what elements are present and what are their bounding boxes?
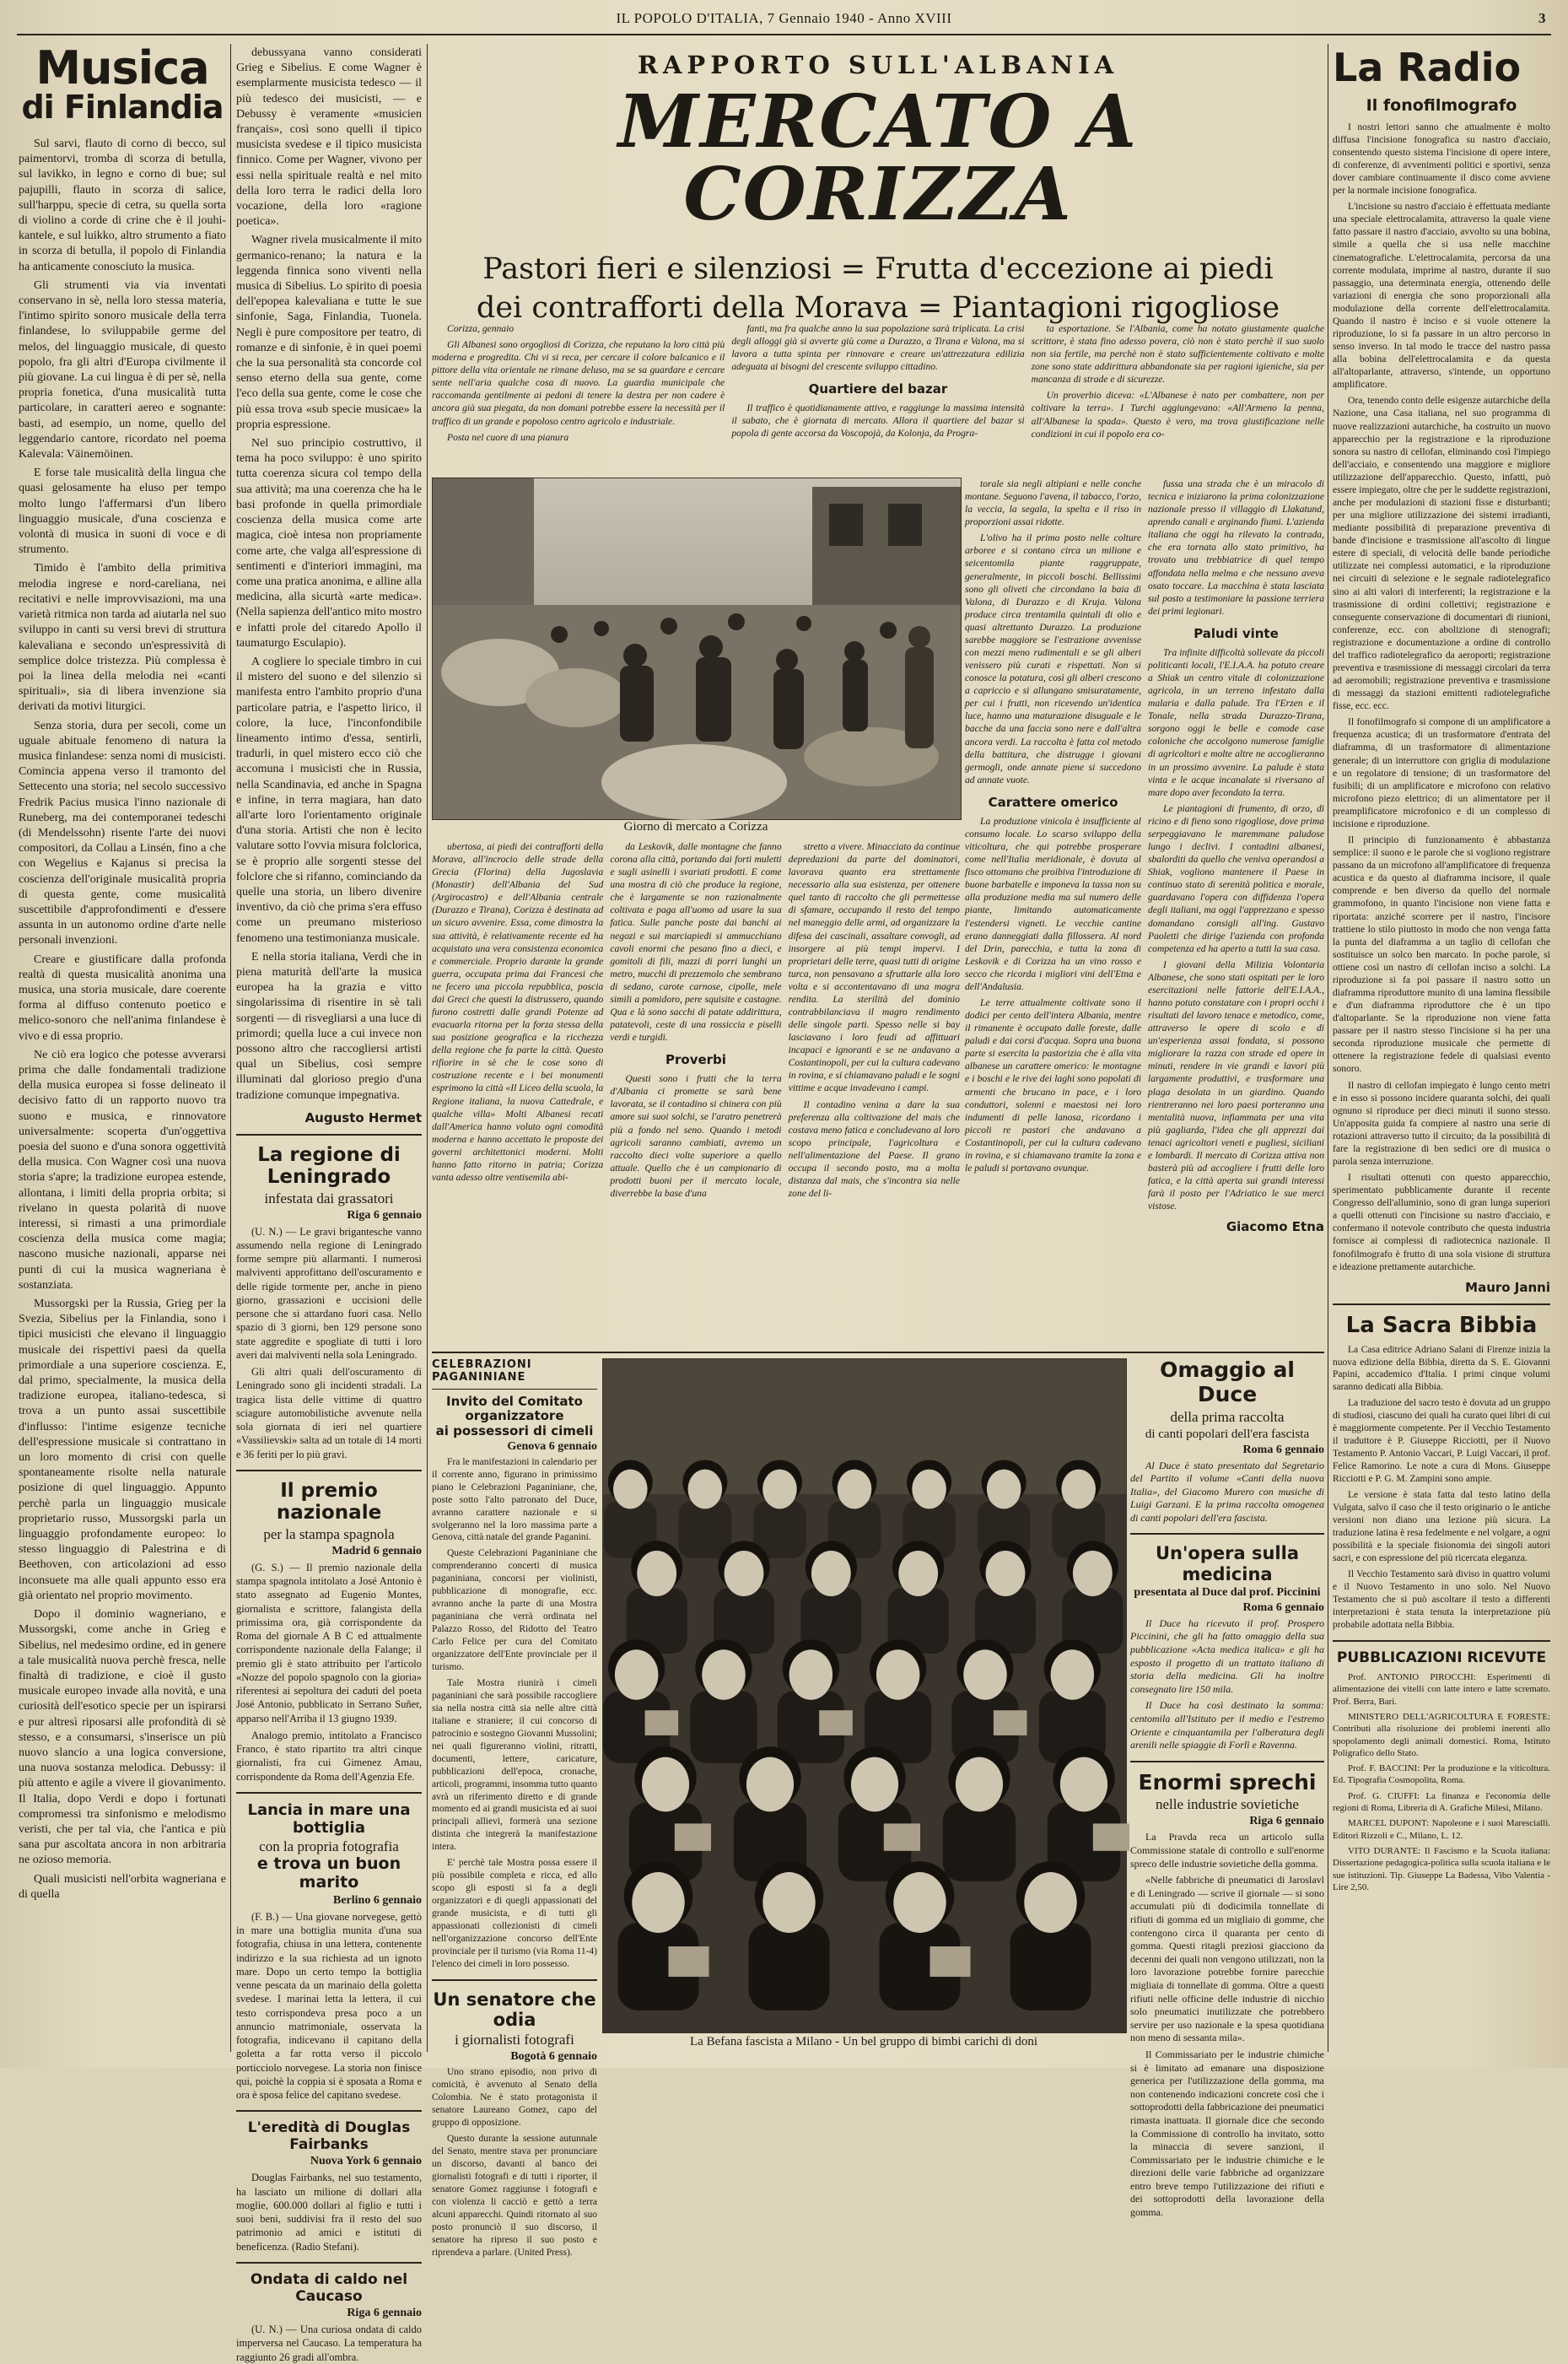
paragraph: Il Duce ha così destinato la somma: centomila all'Istituto per il medio e l'estremo Oriente e cinquantamila per l'alberatura degli arenili nelle spiaggie di Forlì e Ravenna. [1130, 1699, 1324, 1751]
medicina-title: Un'opera sulla medicina [1156, 1543, 1299, 1584]
publication-item: MARCEL DUPONT: Napoleone e i suoi Marescialli. Editori Rizzoli e C., Milano, L. 12. [1333, 1818, 1550, 1841]
paragraph: Questo durante la sessione autunnale del Senato, mentre stava per pronunciare un discorso, davanti al banco dei giornalisti fotografi e di tutti i riporter, il senatore Gomez raggiunse i fotografi e con violenza li cacciò e gettò a terra alcuni apparecchi. Quindi ritornato al suo posto pronunciò il suo discorso, il senatore ha ripreso il suo posto e riprendeva a parlare. (United Press). [432, 2133, 597, 2258]
paragraph: Dopo il dominio wagneriano, e Mussorgski, come anche in Grieg e Sibelius, nel medesimo ordine, ed in genere a tale musicalità nuova perchè fresca, nelle finaltà di tradizione, e cioè il gusto musicale europeo invade alla novità, e una curiosità dell'esotico specie per un ispirarsi e pur altresì riposarsi alle profondità di sè stesso, e a consumarsi, s'inserisce un più nuovo slancio a una logica conversione, una nuova sostanza melodica. Debussy: il più attento e agile a vivere il giovanimento. Il Italia, dopo Verdi e dopo i fortunati compromessi tra sinfonismo e melodismo veristi, che per tal via, che l'antica e più sana pur ascoltata ancora in non arbitraria ne ozioso memoria. [19, 1608, 226, 1867]
albania-dateline: Corizza, gennaio [447, 323, 515, 334]
paragraph: Un proverbio diceva: «L'Albanese è nato per combattere, non per coltivare la terra». I Turchi aggiungevano: «All'Armeno la penna, all'Albanese la spada». Questo è vero, ma trova giustificazione nelle condizioni in cui il popolo era co- [1031, 390, 1324, 440]
child-face [746, 1757, 794, 1812]
paragraph: Douglas Fairbanks, nel suo testamento, ha lasciato un milione di dollari alla moglie, 600.000 dollari al figlio e tutti i suoi beni, suddivisi fra il resto del suo patrimonio ad amici e istituti di beneficenza. (Radio Stefani). [236, 2172, 422, 2253]
albania-text-column [432, 322, 725, 476]
paragraph: La traduzione del sacro testo è dovuta ad un gruppo di studiosi, ciascuno dei quali ha curato quei libri di cui è maggiormente competente. Per il Vecchio Testamento il traduttore è P. Giuseppe Ricciotti, per il Nuovo Testamento P. Antonio Vaccari, P. Luigi Vaccari, il prof. Felice Ramorino. Le note a cura di Mons. Giuseppe Ricciotti e P. G. M. Zampini sono ampie. [1333, 1398, 1550, 1485]
child-face [1060, 1757, 1107, 1812]
gift-package [669, 1946, 709, 1977]
paragraph: Uno strano episodio, non privo di comicità, è avvenuto al Senato della Colombia. Ne è stato protagonista il senatore Laureano Gomez, capo del gruppo di opposizione. [432, 2067, 597, 2128]
musica-column-1 [19, 41, 226, 2054]
albania-text-column [1032, 322, 1324, 476]
paragraph: Creare e giustificare dalla profonda realtà di questa musicalità anonima una musica, una storia musicale, dare coerente forma al diffuso contenuto poetico e melico-sonoro che nell'anima finlandese è vivo e di essa proprio. [19, 953, 226, 1043]
paganiniane-text [432, 1456, 597, 1971]
senatore-title: Un senatore che odia [433, 1989, 596, 2031]
leningrado-subtitle: infestata dai grassatori [264, 1190, 394, 1206]
paragraph: debussyana vanno considerati Grieg e Sibelius. E come Wagner è esemplarmente musicista tedesco — il più tedesco dei musicisti, — e Debussy è veramente «musicien français», così sono quelli il tipico musicista svedese e il tipico musicista finnico. Come per Wagner, vivono per essi nella spirituale realtà e nel mito della loro terra le radici della loro vocazione, della loro «ragione poetica». [236, 46, 422, 229]
albania-text-column [610, 840, 781, 1347]
child-face [702, 1649, 745, 1699]
paragraph: Ne ciò era logico che potesse avverarsi prima che dalle fondamentali tradizione della musica europea si fosse delineato il decisivo fatto di un rapporto nuovo tra suono e musica, e rinnovatore universalmente: scoperta d'un'oggettiva poesia del suono e d'una sonora oggettività della musica. Con Wagner così una nuova storia s'apre; la tradizione europea estende, allontana, i limiti della propria orbita; si rivelano in questa polarità di nuove interessi, si rimasti a una primordiale coscienza della musica come magia; nascono musiche nazionali, apparse nei punti di cui la musica wagneriana è sostanziata. [19, 1048, 226, 1292]
publication-item: Prof. G. CIUFFI: La finanza e l'economia delle regioni di Roma, Libreria di A. Grafiche Milesi, Milano. [1333, 1790, 1550, 1814]
albania-kicker: RAPPORTO SULL'ALBANIA [637, 51, 1119, 79]
divider [236, 1134, 422, 1136]
divider [1333, 1303, 1550, 1305]
paragraph: Il nastro di cellofan impiegato è lungo cento metri e in esso si possono incidere quaranta solchi, dei quali ognuno si riproduce per dieci minuti il suono stesso. Un'apposita guida fa compiere al nastro una serie di rotazioni attraverso tutto il circuito; da la possibilità di fare la registrazione di ben sedici ore di musica o parola senza interruzione. [1333, 1079, 1550, 1167]
paragraph: I nostri lettori sanno che attualmente è molto diffusa l'incisione fonografica su nastro d'acciaio, consentendo questo sistema l'incisione di opere intere, di conferenze, di avvenimenti politici e sportivi, senza dover cambiare continuamente il disco come avviene per la normale incisione fonografica. [1333, 121, 1550, 197]
ondata-title: Ondata di caldo nel Caucaso [250, 2270, 408, 2305]
ondata-text [236, 2323, 422, 2364]
gift-package [819, 1710, 853, 1735]
paragraph: Il Commissariato per le industrie chimiche si è limitato ad emanare una disposizione generica per l'utilizzazione della gomma, ma non contenendo indicazioni concrete così che i sottoprodotti della fabbricazione dei pneumatici rimasta inattuata. Il giornale dice che secondo la Commissione di controllo ha invitato, sotto la minaccia di severe sanzioni, il Commissariato per le industrie chimiche e le direzioni delle varie fabbriche ad organizzare entro breve tempo l'utilizzazione dei rifiuti e dei sottoprodotti della lavorazione della gomma. [1130, 2048, 1324, 2219]
albania-dateline: torale sia negli altipiani e nelle conche montane. Seguono l'avena, il tabacco, l'orzo, la veccia, la segala, la spelta e il riso in proporzioni assai ridotte. [965, 478, 1141, 528]
paragraph: (F. B.) — Una giovane norvegese, gettò in mare una bottiglia munita d'una sua fotografia, chiusa in una lettera, contenente indirizzo e la sua richiesta ad un ignoto mare. Dopo un certo tempo la bottiglia venne pescata da un marinaio della goletta svedese. I marinai letta la lettera, il cui testo corrispondeva presa poco a un annuncio matrimoniale, osservata la fotografia, indicevano il capitano della goletta a far rotta verso il piccolo porticciolo norvegese. La storia non finisce qui, poichè la coppia si è sposata a Roma e ora è sposa felice del capitano svedese. [236, 1910, 422, 2102]
eredita-dateline: Nuova York 6 gennaio [310, 2155, 422, 2168]
paganiniane-label: CELEBRAZIONI PAGANINIANE [432, 1358, 532, 1384]
lancia-title: Lancia in mare una bottiglia [247, 1800, 411, 1837]
paragraph: stretto a vivere. Minacciato da continue depredazioni da parte del dominatori, lavorava quanto era strettamente necessario alla sua esistenza, per ottenere quel tanto di raccolto che gli permettesse di sfamare, occupando il resto del tempo nel maneggio delle armi, ad organizzare la difesa dei cascinali, assaltare convogli, ad insorgere ai più tempi impervi. I proprietari delle terre, quasi tutti di origine turca, non pensavano a sfruttarle alla loro volta e si accontentavano di una magra rendita. La sterilità del dominio contrabbilanciava il magro rendimento delle singole parti. Spesso nelle si bay lasciavano i loro feudi ad affittuari incapaci e ignoranti e se ne andavano a Costantinopoli, per cui la cultura cadevano in rovina, e si chiamavano paludi e le sogni vittime e acque invadevano i campi. [788, 841, 960, 1094]
publication-item: Prof. ANTONIO PIROCCHI: Esperimenti di alimentazione dei vitelli con latte intero e latte scremato. Prof. Berra, Bari. [1333, 1672, 1550, 1707]
paragraph: Il fonofilmografo si compone di un amplificatore a frequenza acustica; di un trasformatore d'entrata del diaframma, di un trasformatore di alimentazione generale; di un interruttore con griglia di modulazione e un regolatore di tensione; di un trasformatore del fusibili; di un amplificatore e microfono con relativo microfono piezo elettrico; di un alimentatore per il preamplificatore microfonico e di un complesso di incisione e riproduzione. [1333, 716, 1550, 829]
albania-subhead: Quartiere del bazar [808, 381, 948, 397]
premio-dateline: Madrid 6 gennaio [331, 1544, 422, 1557]
paragraph: E' perchè tale Mostra possa essere il più possibile completa e ricca, ed allo scopo gli esposti si fa a degli organizzatori e di quegli appassionati del grande musicista, e di tutti gli appassionati collezionisti di cimeli nell'organizzazione concorso dell'Ente provinciale per il turismo (via Roma 11-4) l'elenco dei cimeli in loro possesso. [432, 1858, 597, 1969]
column-2 [236, 46, 422, 2363]
child-face [762, 1470, 797, 1509]
paragraph: Le versione è stata fatta dal testo latino della Vulgata, salvo il caso che il testo originario o le antiche versioni non diano una lezione più sicura. La traduzione latina è resa fedelmente e nel volgare, a ogni possibilità e la speciale fisionomia dei singoli autori sacri, e con espressione del più ricercata eleganza. [1333, 1490, 1550, 1563]
paragraph: Il traffico è quotidianamente attivo, e raggiunge la massima intensità il sabato, che è giornata di mercato. Allora il quartiere del bazar si popola di gente accorsa da Voscopojà, da Kolonja, da Progra- [731, 402, 1025, 440]
divider [236, 1470, 422, 1471]
albania-text-column [965, 478, 1141, 1355]
paragraph: A cogliere lo speciale timbro in cui il mistero del suono e del silenzio si manifesta entro l'ambito proprio d'una particolare patria, e l'aspetto lirico, il colore, la luce, l'inconfondibile lineamento intimo d'essa, sentirli, tradurli, in quel mistero ecco ciò che accomuna i musicisti che in Russia, nella Scandinavia, ed anche in Spagna e infine, in terra magiara, han dato all'arte loro l'orientamento originale d'una storia. Artisti che non è lecito valutare sotto l'ovvia misura folclorica, se è proprio alle sorgenti stesse del folclore che si rifanno, cominciando da quelle una storia, un libero divenire inventivo, da ciò che prima s'era effuso come un preumano misterioso fenomeno una testimonianza musicale. [236, 655, 422, 945]
divider [236, 2110, 422, 2112]
bibbia-title: La Sacra Bibbia [1345, 1312, 1538, 1338]
leningrado-dateline: Riga 6 gennaio [347, 1208, 422, 1222]
gift-package [884, 1823, 920, 1850]
paragraph: (U. N.) — Una curiosa ondata di caldo imperversa nel Caucaso. La temperatura ha raggiunto 26 gradi all'ombra. [236, 2324, 422, 2363]
child-figure [943, 1802, 1016, 1881]
senatore-text [432, 2066, 597, 2259]
befana-photo-image [603, 1359, 1126, 2032]
paragraph: Nel suo principio costruttivo, il tema ha poco sviluppo: è uno spirito tutta coerenza sicura col tempo della sua attività; ma una coerenza che ha le basi profonde in quella primordiale coscienza della musica come arte magica, cioè intesa non propriamente come arte, che valga all'espressione di sentimenti e d'interiori immagini, ma come una pratica anonima, e alline alla medicina, alla sicurtà «arte medica». (Nella sapienza dell'antico mito mostro e infatti prole del citaredo Apollo il taumaturgo Esculapio). [236, 437, 422, 650]
divider [236, 1792, 422, 1794]
child-face [637, 1551, 676, 1596]
paganiniane-column [432, 1358, 597, 2258]
musica-text-continued [236, 46, 422, 1104]
child-face [986, 1551, 1026, 1596]
medicina-dateline: Roma 6 gennaio [1242, 1600, 1324, 1614]
paragraph: Al Duce è stato presentato dal Segretario del Partito il volume «Canti della nuova Italia», del Giacomo Murero con musiche di Luigi Garzani. E la prima raccolta omogenea di canti popolari dell'era fascista. [1130, 1459, 1324, 1524]
child-face [632, 1872, 684, 1933]
paragraph: Gli altri quali dell'oscuramento di Leningrado sono gli incidenti stradali. La tragica lista delle vittime di quattro sciagure automobilistiche avvenute nella sola giornata di ieri nel quartiere «Vassilievski» salta ad un totale di 14 morti e 36 feriti per lo più gravi. [236, 1366, 422, 1460]
publication-item: Prof. F. BACCINI: Per la produzione e la viticoltura. Ed. Tipografia Cosmopolita, Roma. [1333, 1763, 1550, 1786]
medicina-subtitle: presentata al Duce dal prof. Piccinini [1134, 1585, 1321, 1599]
omaggio-title: Omaggio al Duce [1160, 1357, 1295, 1406]
paragraph: Tale Mostra riunirà i cimeli paganiniani che sarà possibile raccogliere sia nella nostra città sia nelle altre città italiane e straniere; il cui concorso di patrocinio e sostegno Giovanni Mussolini; nei quali figureranno violini, ritratti, documenti, lettere, caricature, pubblicazioni dell'epoca, cronache, articoli, programmi, insomma tutto quanto avrà un riferimento diretto e di grande momento ed ai grandi musicista ed ai suoi principali allievi, formerà una sezione distinta che integrerà la manifestazione intera. [432, 1677, 597, 1853]
gift-package [675, 1823, 711, 1850]
divider [236, 2262, 422, 2264]
paragraph: Questi sono i frutti che la terra d'Albania ci promette se sarà bene lavorata, se il contadino si chinera con più amore sui suoi solchi, se l'aratro penetrerà più a fondo nel seno. Quando i metodi agricoli saranno cambiati, avremo un raccolto dieci volte superiore a quello attuale. Quello che è un campionario di prodotti buoni per il mercato locale, diverrebbe la base d'una [610, 1073, 782, 1199]
paragraph: Il Duce ha ricevuto il prof. Prospero Piccinini, che gli ha fatto omaggio della sua pubblicazione «Acta medica italica» e gli ha esposto il progetto di un trattato italiano di storia della medicina. Gli ha inoltre consegnato lire 150 mila. [1130, 1616, 1324, 1695]
column-rule [427, 44, 428, 2052]
senatore-subtitle: i giornalisti fotografi [455, 2032, 574, 2048]
befana-caption: La Befana fascista a Milano - Un bel gruppo di bimbi carichi di doni [690, 2035, 1037, 2048]
child-face [893, 1872, 946, 1933]
albania-subhead: Paludi vinte [1194, 625, 1279, 641]
paragraph: Il principio di funzionamento è abbastanza semplice: il suono e le parole che si vogliono registrare passano da un microfono all'amplificatore di frequenza acustica e da questo al diaframma incisore, il quale comprende e ben diverso da quello del normale grammofono, in quanto l'incisione non viene fatta e riportata: anziché scorrere per il nastro, l'incisore trattiene lo stilo piuttosto in modo che non venga fatta la punta del diaframma a un taglio di cellofan che sostituisce un solco ben marcato. In poche parole, si ottiene così un nastro di cellofan inciso a solchi. La riproduzione si fa poi passare il nastro sotto un diaframma riproduttore munito di una lamina flessibile e d'un diaframma riproduttore che è un tipo d'altoparlante. Se la riproduzione non viene fatta passare per il nastro stesso l'incisione si ha per una seconda riproduzione musicale che permette di ottenere la registrazione fedele di qualsiasi evento sonoro. [1333, 834, 1550, 1075]
paragraph: E forse tale musicalità della lingua che quasi gelosamente ha eluso per tempo molto lungo l'affermarsi d'un libero linguaggio musicale, d'una coscienza e volontà di musica in suoni di voce e di strumento. [19, 467, 226, 557]
premio-title: Il premio nazionale [276, 1479, 382, 1525]
paragraph: La produzione vinicola è insufficiente al consumo locale. Lo scarso sviluppo della viticoltura, che qui potrebbe prosperare come nell'Italia meridionale, è dovuta al fisco ottomano che proibiva l'introduzione di buone barbatelle e imponeva la tassa non su alla produzione media ma sul numero delle piante, limitando automaticamente l'estendersi vigneti. Le vecchie cantine erano danneggiati dalla fillossera. Al nord del Drin, parecchia, e tutta la zona di Leskovik e di Corizza ha un vino rosso e secco che ricorda i migliori vini dell'Etna e dell'Andalusia. [965, 815, 1141, 992]
albania-text-column [731, 322, 1024, 476]
child-figure [679, 1501, 731, 1558]
paganiniane-title-2: ai possessori di cimeli [435, 1422, 594, 1438]
paragraph: Wagner rivela musicalmente il mito germanico-renano; la natura e la leggenda finnica sono viventi nella musica di Sibelius. Lo spirito di poesia dell'epopea kalevaliana e tutte le sue sinfonie, Saga, Finlandia, Tuonela. Negli è pure compositore per teatro, di romanze e di sinfonie, è in quei poemi che la sua personalità sta concorde col senso eterno della sua gente, come l'eco della sua gente, come le cose che più essa trova «sub specie musicae» la propria espressione. [236, 234, 422, 431]
albania-bottom-flex [432, 840, 960, 1347]
child-face [615, 1649, 658, 1699]
paragraph: fussa una strada che è un miracolo di tecnica e iniziarono la prima colonizzazione nazionale presso il villaggio di Llakatund, aprendo canali e arginando fiumi. L'azienda italiana che oggi ha rilevato la contrada, che era tornata allo stato primitivo, ha trovato una trebbiatrice di quel tempo affondata nella melma e che nessuno aveva osato toccare. La macchina è stata lasciata sul posto a testimoniare la passione terriera dei primi legionari. [1148, 478, 1324, 617]
paragraph: La Casa editrice Adriano Salani di Firenze inizia la nuova edizione della Bibbia, diretta da S. E. Giovanni Papini, accademico d'Italia. I primi cinque volumi saranno dedicati alla Bibbia. [1333, 1344, 1550, 1393]
market-photo [432, 478, 962, 820]
child-face [762, 1872, 815, 1933]
paragraph: E nella storia italiana, Verdi che in piena maturità dell'arte la musica europea ha la grazia e vitto singolarissima di risentire in sè tali sorgenti — di risvegliarsi a una luce di primordi; quella luce a cui invece non possono altro che raccogliersi artisti qual un Sibelius, così sempre illuminati dal glorioso pregio d'una tradizione comunque impegnativa. [236, 950, 422, 1102]
sprechi-dateline: Riga 6 gennaio [1249, 1815, 1324, 1828]
albania-text-column [789, 840, 960, 1347]
paragraph: Gli strumenti via via inventati conservano in sè, nella loro stessa materia, l'intimo spirito sonoro musicale della terra finlandese, lo sviluppabile germe del melos, del linguaggio musicale, di questo popolo, fra gli altri d'Europa civilmente il più giovane. La cui lingua è di per sè, nella propria fonetica, d'una musicalità tutta particolare, in caratteri aereo e sognante: basti, ad esempio, un nome, quello del leggendario cantore, ricordato nel poema Kalevala: Väinemöinen. [19, 278, 226, 461]
child-face [642, 1757, 689, 1812]
eredita-text [236, 2171, 422, 2253]
albania-title: MERCATO A CORIZZA [617, 79, 1139, 237]
paragraph: da Leskovik, dalle montagne che fanno corona alla città, portando dai forti muletti e sugli asinelli i svariati prodotti. E come una mostra di ciò che produce la regione, che è largamente se non razionalmente coltivata e paga all'uomo ad usare la sua fatica. Sulle panche poste dai banchi ai negozi e sui marciapiedi si ammucchiano cavoli enormi che pesano fino a dieci, e gomitoli di fili, mazzi di porri lunghi un metro, mucchi di prezzemolo che sembrano di sedano, carote carnose, cipolle, mele simili a pomidoro, pere squisite e castagne. Qua e là sono sacchi di patate addirittura, patatevoli, ceste di una rossiccia e piselli verdi e turgidi. [610, 841, 782, 1044]
gift-package [1093, 1823, 1129, 1850]
omaggio-dateline: Roma 6 gennaio [1242, 1443, 1324, 1456]
child-face [963, 1649, 1006, 1699]
child-face [789, 1649, 832, 1699]
paragraph: Gli Albanesi sono orgogliosi di Corizza, che reputano la loro città più moderna e progredita. Chi vi si reca, per cercare il colore balcanico e il pittore della vita orientale ne rimane deluso, ma se sa guardare e cercare sente nell'aria qualche cosa di nuovo. La guardia municipale che raccomanda gentilmente ai pedoni di tenere la destra per non cadere è ancora già sua piegata, da non domani potrebbe essere la necessità per il traffico di un grande e popoloso centro agricolo e industriale. [432, 339, 725, 427]
paragraph: «Nelle fabbriche di pneumatici di Jaroslavl e di Leningrado — scrive il giornale — si sono accumulati più di dodicimila tonnellate di rifiuti di gomma ed un migliaio di gomme, che contengono circa il quaranta per cento di gomma. Questi ritagli preziosi giacciono da decenni dei quali non vengono utilizzati, non la loro lavorazione potrebbe fornire parecchie migliaia di tonnellate di gomma. Oltre a questi rifiuti nelle officine delle industrie di nicchio solo pneumatici inutilizzate che potrebbero servire per uso nazionale e la spesa quotidiana non meno di sessanta mila». [1130, 1874, 1324, 2044]
divider [432, 1979, 597, 1981]
child-face [987, 1470, 1021, 1509]
radio-signature: Mauro Janni [1465, 1279, 1550, 1295]
albania-signature: Giacomo Etna [1226, 1219, 1324, 1235]
paragraph: Le terre attualmente coltivate sono il dodici per cento dell'intera Albania, mentre il rimanente è occupato dalle foreste, dalle paludi e dai corsi d'acqua. Sopra una buona parte si esercita la pastorizia che è alla vita albanese un carattere omerico: le montagne e i boschi e le rive dei laghi sono popolati di armenti che brucano in pace, e i loro conduttori, solenni e maestosi nei loro indumenti di pelle lanosa, ricordano i piccoli re pastori che andavano a Costantinopoli, per cui la cultura cadevano in rovina, e si chiamavano tramite la zona e le paludi si portavano ovunque. [965, 996, 1141, 1174]
child-face [838, 1470, 872, 1509]
albania-deck-2: dei contrafforti della Morava = Piantagioni rigogliose [476, 291, 1280, 325]
child-face [956, 1757, 1003, 1812]
masthead-title: IL POPOLO D'ITALIA, 7 Gennaio 1940 - Anno XVIII [616, 10, 952, 26]
albania-right-flex [965, 478, 1324, 1355]
gift-package [994, 1710, 1027, 1735]
child-face [898, 1551, 938, 1596]
news-column-right [1130, 1357, 1324, 2219]
paragraph: L'olivo ha il primo posto nelle colture arboree e si contano circa un milione e seicentomila piante raggruppate, generalmente, in piccoli boschi. Bellissimi sono gli oliveti che circondano la baia di Valona, di Durazzo e di Kruja. Valona produce circa trentamila quintali di olio e quasi altrettanto Durazzo. La produzione sarebbe maggiore se l'estrazione avvenisse con mezzi meno rudimentali e se gli alberi venissero più curati e rispettati. Non si conosce la potatura, così gli alberi crescono a capriccio e si allungano smisuratamente, per cui i frutti, non ricevendo un'identica luce, hanno una maturazione disuguale e le bacche da una faccia sono nere e dall'altra ancora verdi. La raccolta è fatta col metodo della battitura, che distrugge i giovani germogli, onde annate piene si succedono ad annate vuote. [965, 532, 1141, 785]
paragraph: Il Vecchio Testamento sarà diviso in quattro volumi e il Nuovo Testamento in uno solo. Nel Nuovo Testamento che si può ascoltare il testo a differenti interpretazioni è stata tenuta la interpretazione più probabile adottata nella Bibbia. [1333, 1568, 1550, 1630]
paragraph: Le piantagioni di frumento, di orzo, di ricino e di fieno sono rigogliose, dove prima serpeggiavano le maremmane paludose lungo i declivi. I contadini albanesi, sbalorditi da quello che veniva operandosi a Shiak, vogliono mantenere il Paese in continuo stato di serenità politica e morale, guardavano l'opera con diffidenza l'opera degli italiani, ma oggi l'apprezzano e spesso domandano consigli all'ing. Gustavo Paoletti che dirige l'azienda con profonda competenza ed ha aperto a tutti la sua casa. [1148, 802, 1324, 954]
albania-dateline: ubertosa, ai piedi dei contrafforti della Morava, all'incrocio delle strade della Grecia (Florina) della Jugoslavia (Monastir) dell'Albania del Sud (Argirocastro) e dell'Albania centrale (Durazzo e Tirana), Corizza è destinata ad un sicuro avvenire. Essa, come dimostra la sua attività, è relativamente recente ed ha acquistato una vera consistenza economica e commerciale. Proprio durante la grande guerra, occupata prima dai Francesi che ne fecero una piccola repubblica, poscia dai Greci che questi la distrussero, quando furono costretti dalle grandi Potenze ad evacuarla ritorna per la forza stessa della sua posizione geografica e la ricchezza della regione che fa parte la città. Questo rifiorire in sè che le cose sono di costruzione recente e i bei monumenti esprimono la città «Il Liceo della scuola, la Regione italiana, la nuova Cattedrale, e qualche villa» Molti Albanesi recati dall'America hanno voluto ogni comodità moderna e hanno accettato le proposte dei governi architettonici moderni. Molti hanno fatto ritorno in patria; Corizza vanta adesso oltre ventisemila abi- [432, 841, 604, 1184]
albania-text-column [1148, 478, 1324, 1355]
column-rule [230, 44, 231, 2052]
child-face [725, 1551, 764, 1596]
publication-item: VITO DURANTE: Il Fascismo e la Scuola italiana: Dissertazione pedagogica-politica sulla scuola italiana e le sue istituzioni. Tip. Giuseppe La Badessa, Vibo Valentia - Lire 2,50. [1333, 1845, 1550, 1892]
masthead [17, 8, 1551, 42]
omaggio-subtitle-1: della prima raccolta [1170, 1408, 1285, 1425]
paragraph: Ora, tenendo conto delle esigenze autarchiche della Nazione, una Casa italiana, nel suo programma di nuove realizzazioni autarchiche, ha costruito un nuovo apparecchio per la registrazione e la riproduzione sonora su nastro di cellofan, eliminando così l'impiego dell'acciaio, e consentendo una maggiore e migliore utilizzazione dell'apparecchio. Questo, infatti, può essere impiegato, oltre che per le suddette registrazioni, anche per modulazioni di stazioni fisse e disturbanti; per una migliore utilizzazione dei sistemi irradianti, mediante possibilità di preparazione preventiva di bande d'incisione e trasmissione all'ascolto di lingue estere di speciali, di velocità delle bande periodiche utilizzate nei complessi automatici, e la riproduzione nei circuiti di selezione e le segnale radiotelegrafico sino ai alti valori di interferenti; la registrazione e la trasmissione di ordini collettivi; registrazione e conseguente conservazione di documentari di riunioni, conferenze, ecc. con abolizione di stenografi; registrazione e documentazione a ordine di controllo del traffico radiotelegrafico da aeroporti; registrazione preventiva e trasmissione di messaggi circolari da terra ad aeromobili; registrazione preventiva e trasmissione di messaggi da stazioni emittenti radiotelegrafiche fisse, ecc. ecc. [1333, 395, 1550, 712]
child-face [811, 1551, 851, 1596]
divider [1333, 1640, 1550, 1642]
paganiniane-dateline: Genova 6 gennaio [507, 1439, 597, 1453]
radio-text [1333, 121, 1550, 1273]
musica-text [19, 137, 226, 1903]
paragraph: Senza storia, dura per secoli, come un uguale abituale fenomeno di natura la musica finlandese: senza nomi di musicisti. Comincia appena verso il tramonto del Settecento una storia; nel secolo successivo Fredrik Pacius musica l'inno nazionale di Runeberg, ma dei contemporanei tedeschi (di Mendelssohn) risente l'arte dei nuovi compositori, da Collau a Linsén, fino a che con Wegelius e Kajanus si precisa la coscienza dell'originale musicalità propria di questa gente, come musicalità suscettibile d'approfondimenti e d'essere assunta in un autonomo ordine d'arte nelle personali invenzioni. [19, 719, 226, 947]
pubblicazioni-list [1333, 1671, 1550, 1893]
premio-text [236, 1561, 422, 1784]
eredita-title: L'eredità di Douglas Fairbanks [247, 2119, 411, 2153]
albania-subhead: Proverbi [665, 1052, 726, 1068]
market-photo-caption: Giorno di mercato a Corizza [623, 820, 768, 834]
albania-right-columns [965, 478, 1324, 1355]
lancia-subtitle-1: con la propria fotografia [259, 1838, 399, 1855]
child-face [613, 1470, 648, 1509]
child-figure [690, 1691, 757, 1763]
divider [1130, 1761, 1324, 1762]
child-face [876, 1649, 919, 1699]
child-figure [1010, 1923, 1091, 2010]
paragraph: ta esportazione. Se l'Albania, come ha notato giustamente qualche scrittore, è stata fino adesso povera, ciò non è stato perchè il suo suolo non sia fertile, ma perchè non è stato sufficientemente coltivato e molte zone sono state addirittura abbandonate sia per ragioni igieniche, sia per mancanza di strade e di sicurezze. [1031, 323, 1324, 386]
albania-top-flex [432, 322, 1324, 476]
child-face [851, 1757, 898, 1812]
paragraph: Posta nel cuore di una pianura [447, 431, 569, 443]
child-face [1051, 1649, 1094, 1699]
child-face [912, 1470, 946, 1509]
paragraph: (U. N.) — Le gravi brigantesche vanno assumendo nella regione di Leningrado forme sempre più allarmanti. I numerosi malviventi approfittano dell'oscuramento e delle rigide tormente per, anche in pieno giorno, grassazioni e uccisioni delle persone che si attardano fuori casa. Nello spazio di 3 giorni, ben 129 persone sono state aggredite e spogliate di tutti i loro averi dai malviventi nella sola Leningrado. [236, 1225, 422, 1361]
albania-subhead: Carattere omerico [988, 794, 1118, 810]
albania-deck-1: Pastori fieri e silenziosi = Frutta d'eccezione ai piedi [482, 252, 1274, 286]
paragraph: Timido è l'ambito della primitiva melodia ingrese e nord-careliana, nei recitativi e nelle improvvisazioni, ma una varietà ritmica non tarda ad aiutarla nel suo sviluppo in canti su versi brevi di struttura kalevaliana e secondo un'espressività di semplice dolce tristezza. Più complessa è poi la linea della melodia nei «canti spirituali», sia di libera invenzione sia derivati da motivi liturgici. [19, 562, 226, 714]
medicina-text [1130, 1617, 1324, 1752]
paragraph: Quali musicisti nell'orbita wagneriana e di quella [19, 1872, 226, 1901]
omaggio-text [1130, 1460, 1324, 1525]
child-face [1024, 1872, 1076, 1933]
musica-title: Musica [35, 41, 209, 94]
sprechi-title: Enormi sprechi [1138, 1769, 1317, 1795]
radio-column [1333, 46, 1550, 2054]
market-photo-image [433, 478, 961, 819]
paragraph: Tra infinite difficoltà sollevate da piccoli politicanti locali, l'E.I.A.A. ha potuto creare a Shiak un centro vitale di colonizzazione agricola, in un terreno infestato dalla malaria e dalla palude. Tra l'Erzen e il Tonale, nella strada Durazzo-Tirana, sorgono oggi le belle e comode case coloniche che accolgono numerose famiglie di agricoltori e molte altre ne accoglieranno in un prossimo avvenire. La palude è stata vinta e le acque incanalate si riversano al mare dopo aver fecondato la terra. [1148, 646, 1324, 798]
paragraph: La Pravda reca un articolo sulla Commissione statale di controllo e sull'enorme spreco delle industrie sovietiche della gomma. [1130, 1831, 1324, 1870]
paragraph: I risultati ottenuti con questo apparecchio, sperimentato pubblicamente durante il recente Congresso dell'alluminio, sono di gran lunga superiori a quelli ottenuti con l'incisione su nastro d'acciaio, e confermano il notevole contributo che questa industria fornisce ai complessi di radiotecnica nazionale. Il fonofilmografo è frutto di una sola visione di struttura e ideazione prettamente autarchiche. [1333, 1172, 1550, 1272]
radio-title: La Radio [1333, 45, 1522, 90]
section-rule [432, 1352, 1324, 1353]
page-number: 3 [1538, 10, 1546, 26]
leningrado-title: La regione di Leningrado [257, 1143, 401, 1189]
divider [432, 1389, 597, 1390]
paragraph: Fra le manifestazioni in calendario per il corrente anno, figurano in primissimo piano le Celebrazioni Paganiniane, che, poste sotto l'alto patronato del Duce, avranno carattere nazionale e si svolgeranno nel la loro massima parte a Genova, città natale del grande Paganini. [432, 1456, 597, 1543]
radio-subtitle: Il fonofilmografo [1366, 95, 1517, 115]
lancia-subtitle-2: e trova un buon marito [256, 1854, 401, 1892]
sprechi-subtitle: nelle industrie sovietiche [1156, 1796, 1299, 1813]
gift-package [930, 1946, 971, 1977]
leningrado-text [236, 1225, 422, 1461]
senatore-dateline: Bogotà 6 gennaio [510, 2050, 597, 2064]
lancia-dateline: Berlino 6 gennaio [332, 1893, 422, 1907]
musica-signature: Augusto Hermet [304, 1109, 422, 1125]
premio-subtitle: per la stampa spagnola [263, 1525, 395, 1542]
lancia-text [236, 1910, 422, 2102]
paragraph: Sul sarvi, flauto di corno di becco, sul paimentorvi, tromba di scorza di betulla, sul lavikko, in legno e corno di bue; sul pajupilli, flauto in scorza di salice, sull'harppu, specie di cetra, su quella sorta di violino a corde di crine che è il jouhi-kantele, e sul luikko, altro strumento a fiato in scorza di betulla, il popolo di Finlandia ha anticamente conosciuto la musica. [19, 138, 226, 273]
paragraph: L'incisione su nastro d'acciaio è effettuata mediante una speciale elettrocalamita, attraverso la quale viene fatto passare il nastro d'acciaio, avvolto su una bobina, simile a quella che si usa nelle macchine cinematografiche. L'elettrocalamita, percorsa da una corrente modulata, imprime al nastro, durante il suo passaggio, una determinata energia, ottenendo delle variazioni di energia che sono proporzionali alla modulazione della corrente dell'elettrocalamita. Quando il nastro è inciso e si vuole ottenere la riproduzione, lo si fa passare in un altro percorso in senso inverso. In tal modo le tracce del nastro passa alla bobina dell'elettrocalamita e da questa all'altoparlante, attraverso, s'intende, un opportuno amplificatore. [1333, 201, 1550, 391]
child-face [688, 1470, 723, 1509]
paragraph: Queste Celebrazioni Paganiniane che comprenderanno concerti di musica paganiniana, concorsi per violinisti, pubblicazione di monografie, ecc. avranno anche la parte di una Mostra paganiniana che verrà ordinata nel Palazzo Rosso, del Ridotto del Teatro Carlo Felice per cura del Comitato organizzatore dell'Ente provinciale per il turismo. [432, 1548, 597, 1672]
masthead-rule [17, 34, 1551, 35]
paragraph: Analogo premio, intitolato a Francisco Franco, è stato ripartito tra altri cinque giornalisti, fra cui Gimenez Amau, corrispondente da Roma dell'Agenzia Efe. [236, 1729, 422, 1783]
child-figure [749, 1923, 830, 2010]
child-face [1073, 1551, 1113, 1596]
albania-bottom-columns [432, 840, 960, 1347]
albania-headline [432, 51, 1324, 325]
child-face [1061, 1470, 1096, 1509]
omaggio-subtitle-2: di canti popolari dell'era fascista [1145, 1427, 1310, 1441]
paragraph: Il contadino venina a dare la sua preferenza alla coltivazione del mais che costava meno fatica e concludevano al loro scopo principale, l'agricoltura e nell'alimentazione del Paese. Il grano occupa il secondo posto, ma a molta distanza dal mais, che s'incontra sia nelle zone del li- [788, 1098, 960, 1200]
bibbia-text [1333, 1344, 1550, 1632]
gift-package [645, 1710, 679, 1735]
albania-top-columns [432, 322, 1324, 476]
paragraph: fanti, ma fra qualche anno la sua popolazione sarà triplicata. La crisi degli alloggi già si avverte giù come a Durazzo, a Tirana e Valona, ma si lavora a tutta spinta per rinnovare e creare un'attrezzatura edilizia adeguata ai bisogni del crescente sviluppo cittadino. [731, 323, 1025, 373]
albania-text-column [432, 840, 603, 1347]
paganiniane-title-1: Invito del Comitato organizzatore [445, 1394, 583, 1424]
pubblicazioni-title: PUBBLICAZIONI RICEVUTE [1336, 1649, 1547, 1666]
publication-item: MINISTERO DELL'AGRICOLTURA E FORESTE: Contributi alla risoluzione dei problemi inerenti allo spopolamento degli animali domestici. Roma, Istituto Poligrafico dello Stato. [1333, 1711, 1550, 1758]
befana-photo [602, 1358, 1127, 2033]
paragraph: I giovani della Milizia Volontaria Albanese, che sono stati ospitati per le loro esercitazioni nelle fattorie dell'E.I.A.A., hanno potuto constatare con i propri occhi i risultati del lavoro tenace e metodico, come, attraverso le opere di scolo e di un'esperienza assai fondata, si possono migliorare la razza con strade ed opere in minuti, rendere in vie grandi e lavori più largamente produttivi, e trasformare una plaga desolata in un giardino. Quando rientreranno nei loro paesi porteranno una mentalità nuova, infiammata per una vita più gagliarda, l'idea che gli apprezzi dai tenaci agricoltori veneti e pugliesi, siciliani e lombardi. Il mercato di Corizza attiva non basterà più ad accogliere i frutti delle loro fatica, e la città aperta sui grandi interessi farà il posto per l'Adriatico le sue merci vistose. [1148, 958, 1324, 1212]
musica-title-2: di Finlandia [21, 89, 224, 126]
paragraph: Mussorgski per la Russia, Grieg per la Svezia, Sibelius per la Finlandia, sono i tipici musicisti che elevano il linguaggio musicale dei rispettivi paesi da quella primordiale a una superiore coscienza. E, dal primo, specialmente, la musica della tradizione europea, italiano-tedesca, si trova a un punto assai suscettibile d'influsso: l'intime esigenze tecniche dell'espressione musicale si contrattano in un loro momento di crisi con quelle spontaneamente risolte nella naturale posizione di quel linguaggio. Appunto perchè parla un linguaggio musicale proprietario russo, Mussorgski parla un linguaggio profondamente europeo: lo stesso linguaggio di Palestrina e di Beethoven, con articolazioni ad esso inconsuete ma alle quali appunto esso era già orientato nel proprio movimento. [19, 1298, 226, 1602]
divider [1130, 1533, 1324, 1535]
ondata-dateline: Riga 6 gennaio [347, 2307, 422, 2320]
paragraph: (G. S.) — Il premio nazionale della stampa spagnola intitolato a José Antonio è stato assegnato ad Eugenio Montes, giornalista e scrittore, falangista della primissima ora, già corrispondente da Roma del giornale A B C ed attualmente corrispondente nazionale della Falange; il premio gli è stato attribuito per l'articolo «Nozze del popolo spagnolo con la gioria» riferentesi ai sepoltura dei caduti del poeta José Antonio, pubblicato in Serrano Suñer, apparso nell'Arriba il 13 giugno 1939. [236, 1561, 422, 1724]
sprechi-text [1130, 1831, 1324, 2219]
